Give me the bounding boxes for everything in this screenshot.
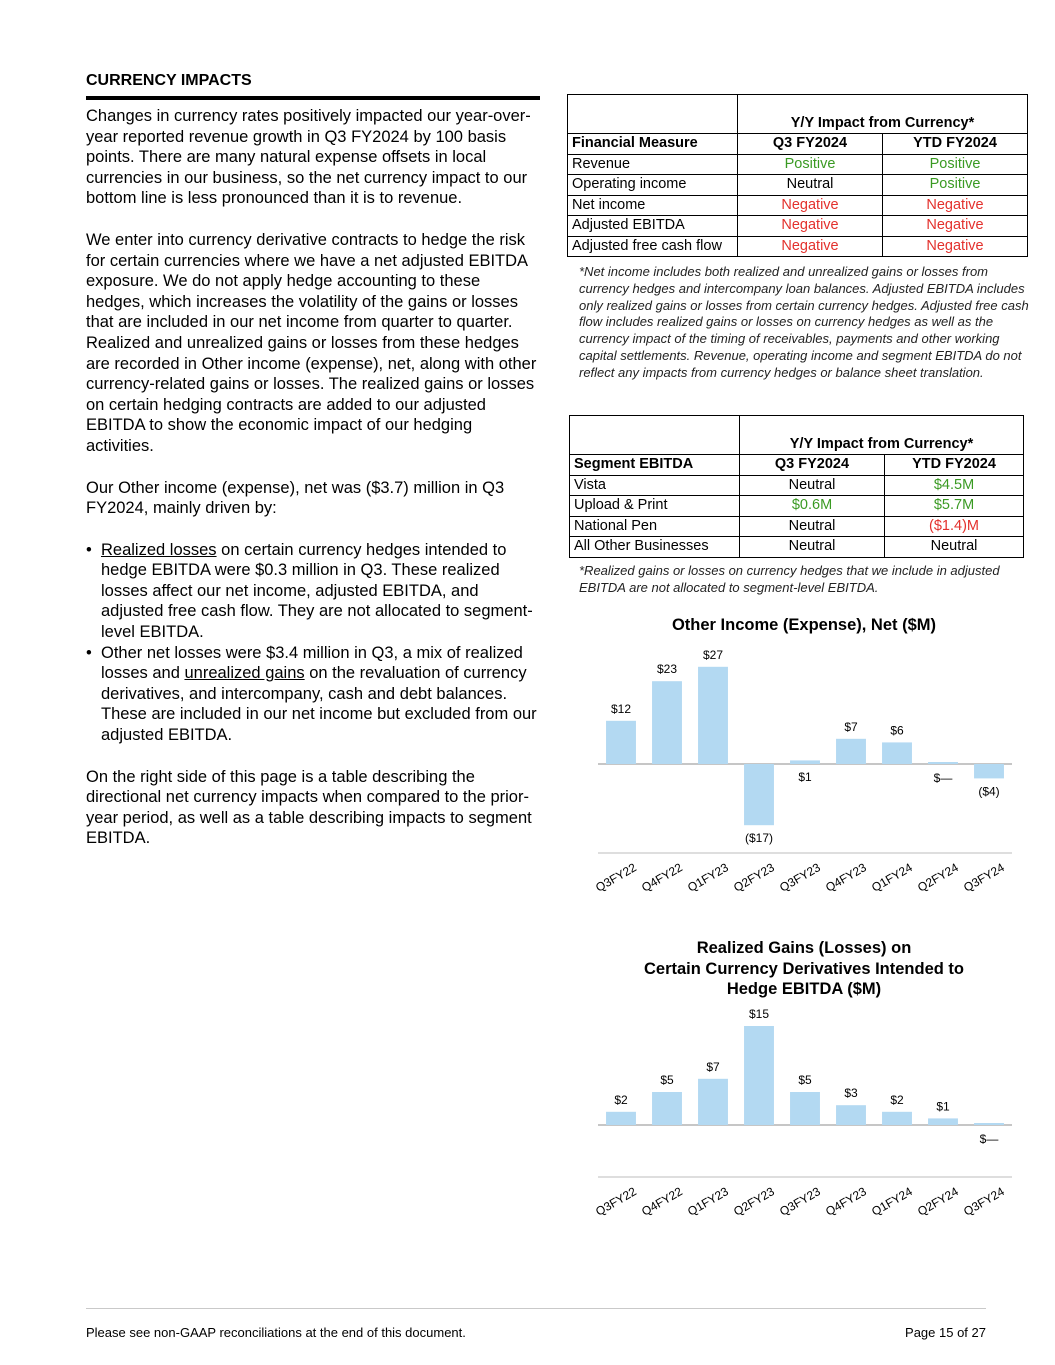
bar: [744, 764, 774, 825]
bar: [836, 1105, 866, 1125]
realized-losses-term: Realized losses: [101, 540, 217, 559]
data-label: $5: [798, 1073, 812, 1087]
ytd-value: Negative: [883, 236, 1028, 257]
category-label: Q2FY24: [915, 860, 961, 895]
table-row: [570, 537, 1024, 558]
bar: [928, 762, 958, 764]
q3-value: Neutral: [740, 516, 885, 537]
ytd-value: Negative: [883, 216, 1028, 237]
row-label: Upload & Print: [570, 496, 740, 517]
ytd-value: $4.5M: [885, 475, 1024, 496]
data-label: $7: [844, 719, 858, 734]
table-row: [568, 236, 1028, 257]
paragraph-table-description: On the right side of this page is a table describing the directional net currency impacts when compared to the prior-year period, as well as a table describing impacts to segment EBITDA.: [86, 767, 532, 848]
q3-value: $0.6M: [740, 496, 885, 517]
row-label: Vista: [570, 475, 740, 496]
ytd-value: Positive: [883, 175, 1028, 196]
data-label: $2: [890, 1092, 904, 1107]
data-label: $1: [936, 1099, 950, 1114]
ytd-value: Positive: [883, 154, 1028, 175]
bar: [606, 721, 636, 764]
q3-value: Positive: [738, 154, 883, 175]
category-label: Q3FY23: [777, 860, 823, 895]
row-label: Net income: [568, 195, 738, 216]
data-label: $12: [610, 701, 632, 716]
chart-title: Other Income (Expense), Net ($M): [671, 616, 937, 634]
q3-value: Negative: [738, 236, 883, 257]
q3-value: Negative: [738, 216, 883, 237]
bullet-text: on certain currency hedges intended to hedge EBITDA were $0.3 million in Q3. These realized losses affect our net income, adjusted EBITDA, and adjusted free cash flow. They are not allocated to segment-level EBITDA.: [101, 540, 533, 642]
paragraph-other-income: Our Other income (expense), net was ($3.7) million in Q3 FY2024, mainly driven by:: [86, 478, 505, 518]
data-label: $23: [656, 662, 678, 677]
category-label: Q1FY24: [869, 1184, 915, 1219]
bar: [836, 739, 866, 764]
table-row: [568, 195, 1028, 216]
unrealized-gains-term: unrealized gains: [184, 664, 305, 683]
category-label: Q4FY23: [823, 1184, 869, 1219]
data-label: $15: [748, 1007, 770, 1021]
category-label: Q2FY24: [915, 1184, 961, 1219]
data-label: $2: [614, 1092, 628, 1107]
table-row: [568, 154, 1028, 175]
data-label: $—: [933, 771, 953, 785]
data-label: $1: [798, 770, 812, 784]
ytd-value: Negative: [883, 195, 1028, 216]
table-row: [568, 216, 1028, 237]
table-row: [568, 175, 1028, 196]
category-label: Q3FY23: [777, 1184, 823, 1219]
category-label: Q1FY24: [869, 860, 915, 895]
category-label: Q2FY23: [731, 1184, 777, 1219]
table-footnote: *Net income includes both realized and unrealized gains or losses from currency hedges and intercompany loan balances. Adjusted EBITDA includes only realized gains or losses from certain currency hedges. Adjusted free cash flow includes realized gains or losses on currency hedges as well as the currency impact of the timing of receivables, payments and other working capital settlements. Revenue, operating income and segment EBITDA do not reflect any impacts from currency hedges or balance sheet translation.: [579, 264, 1029, 380]
currency-impact-table: [567, 94, 1028, 257]
bar: [974, 1123, 1004, 1125]
column-header: Segment EBITDA: [570, 455, 740, 476]
ytd-value: ($1.4)M: [885, 516, 1024, 537]
q3-value: Negative: [738, 195, 883, 216]
row-label: Revenue: [568, 154, 738, 175]
data-label: ($17): [744, 831, 774, 846]
page-number: Page 15 of 27: [905, 1325, 986, 1340]
data-label: $3: [844, 1086, 858, 1101]
table-group-header: Y/Y Impact from Currency*: [740, 416, 1024, 455]
bar: [652, 1092, 682, 1125]
section-heading: CURRENCY IMPACTS: [86, 72, 540, 100]
column-header: YTD FY2024: [883, 134, 1028, 155]
category-label: Q4FY22: [639, 860, 685, 895]
drivers-list: [86, 540, 540, 746]
bar: [790, 1092, 820, 1125]
data-label: $6: [890, 723, 904, 738]
currency-impacts-section: [86, 72, 540, 849]
q3-value: Neutral: [738, 175, 883, 196]
category-label: Q1FY23: [685, 860, 731, 895]
footer-divider: [86, 1308, 986, 1309]
bar: [606, 1112, 636, 1125]
paragraph-hedging: We enter into currency derivative contracts to hedge the risk for certain currencies where we have a net adjusted EBITDA exposure. We do not apply hedge accounting to these hedges, which increases the volatility of the gains or losses that are included in our net income from quarter to quarter. Realized and unrealized gains or losses from these hedges are recorded in Other income (expense), net, along with other currency-related gains or losses. The realized gains or losses on certain hedging contracts are added to our adjusted EBITDA to show the economic impact of our hedging activities.: [86, 230, 537, 455]
category-label: Q1FY23: [685, 1184, 731, 1219]
table-row: [570, 516, 1024, 537]
data-label: ($4): [978, 784, 1000, 799]
row-label: Adjusted EBITDA: [568, 216, 738, 237]
column-header: Q3 FY2024: [740, 455, 885, 476]
category-label: Q4FY22: [639, 1184, 685, 1219]
bullet-text: on the revaluation of currency derivatives, and intercompany, cash and debt balances. These are included in our net income but excluded from our adjusted EBITDA.: [101, 664, 537, 745]
bar: [974, 764, 1004, 778]
column-header: Financial Measure: [568, 134, 738, 155]
empty-header-cell: [568, 95, 738, 134]
ytd-value: $5.7M: [885, 496, 1024, 517]
column-header: Q3 FY2024: [738, 134, 883, 155]
q3-value: Neutral: [740, 537, 885, 558]
table-row: [570, 475, 1024, 496]
data-label: $27: [702, 647, 724, 662]
category-label: Q3FY22: [593, 1184, 639, 1219]
row-label: National Pen: [570, 516, 740, 537]
table-group-header: Y/Y Impact from Currency*: [738, 95, 1028, 134]
segment-ebitda-table: [569, 415, 1024, 558]
q3-value: Neutral: [740, 475, 885, 496]
bar: [652, 681, 682, 764]
data-label: $—: [979, 1132, 999, 1146]
empty-header-cell: [570, 416, 740, 455]
realized-gains-chart: [566, 1000, 1036, 1230]
bar: [698, 667, 728, 764]
chart-title: [596, 938, 1012, 1000]
table-footnote: *Realized gains or losses on currency hedges that we include in adjusted EBITDA are not allocated to segment-level EBITDA.: [579, 563, 1000, 595]
bar: [744, 1026, 774, 1125]
category-label: Q3FY22: [593, 860, 639, 895]
footer-note: Please see non-GAAP reconciliations at the end of this document.: [86, 1325, 466, 1340]
bar: [698, 1079, 728, 1125]
bar: [882, 742, 912, 764]
other-income-chart: [566, 640, 1036, 900]
table-row: [570, 496, 1024, 517]
row-label: All Other Businesses: [570, 537, 740, 558]
category-label: Q4FY23: [823, 860, 869, 895]
bar: [882, 1112, 912, 1125]
row-label: Adjusted free cash flow: [568, 236, 738, 257]
bar: [790, 760, 820, 764]
column-header: YTD FY2024: [885, 455, 1024, 476]
bar: [928, 1118, 958, 1125]
category-label: Q2FY23: [731, 860, 777, 895]
data-label: $7: [706, 1059, 720, 1074]
data-label: $5: [660, 1073, 674, 1087]
list-item: [86, 540, 540, 643]
chart-title-line: Hedge EBITDA ($M): [726, 980, 882, 999]
bullet-text: Other net losses were $3.4 million in Q3, a mix of realized losses and: [101, 643, 523, 683]
row-label: Operating income: [568, 175, 738, 196]
list-item: [86, 643, 540, 746]
category-label: Q3FY24: [961, 860, 1007, 895]
chart-title-line: Realized Gains (Losses) on: [696, 939, 912, 957]
category-label: Q3FY24: [961, 1184, 1007, 1219]
chart-title-line: Certain Currency Derivatives Intended to: [643, 959, 964, 978]
paragraph-revenue-impact: Changes in currency rates positively impacted our year-over-year reported revenue growth in Q3 FY2024 by 100 basis points. There are many natural expense offsets in local currencies in our business, so the net currency impact to our bottom line is less pronounced than it is to revenue.: [86, 107, 531, 208]
ytd-value: Neutral: [885, 537, 1024, 558]
